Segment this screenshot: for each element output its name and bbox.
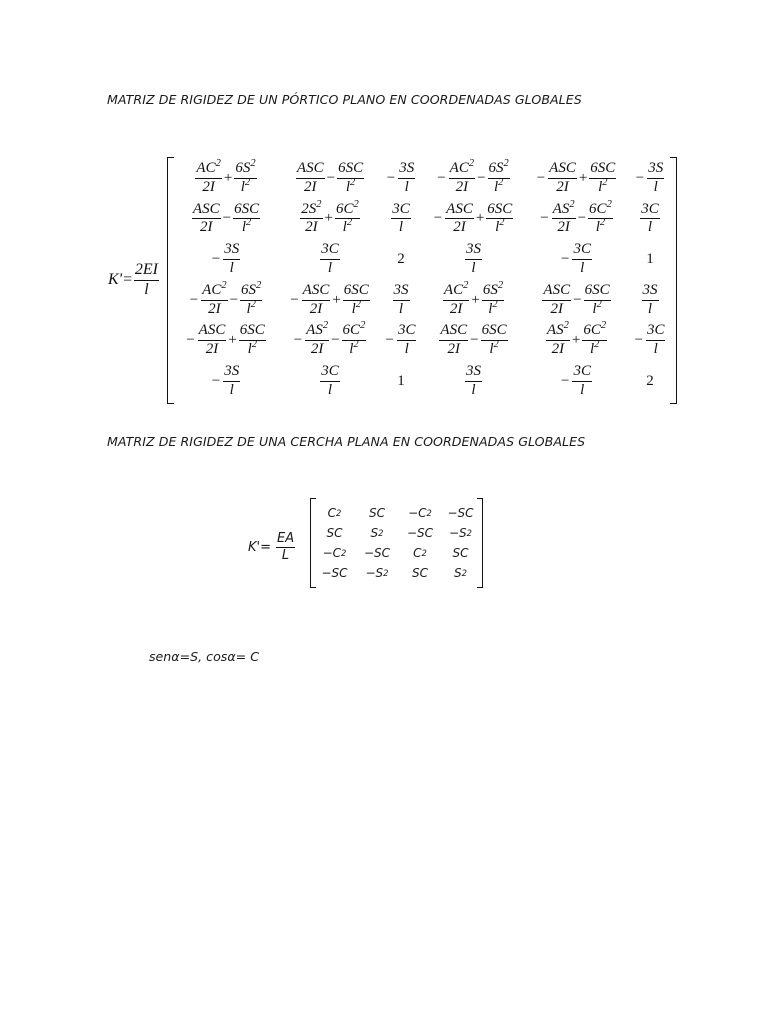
truss-matrix-entry-r2-c1: SC [326, 526, 343, 540]
frame-matrix-entry-r4-c2: − $\frac{\text{ASC}}{2I}$ + $\frac{6SC}{l^2}$ [290, 281, 369, 317]
frame-matrix-entry-r1-c4: − $\frac{AC^2}{2I}$ − $\frac{6S^2}{l^2}$ [437, 158, 509, 195]
frame-matrix-entry-r4-c3: $\frac{3S}{l}$ [393, 281, 409, 317]
truss-matrix-entry-r4-c2: −S 2 [365, 566, 389, 580]
frame-matrix-entry-r5-c3: − $\frac{3C}{l}$ [385, 322, 416, 358]
truss-factor-numerator: EA [277, 530, 295, 546]
frame-matrix-entry-r2-c2: $\frac{2S^2}{2I}$ + $\frac{6C^2}{l^2}$ [301, 198, 359, 236]
frame-matrix-entry-r3-c3: 2 [397, 250, 405, 267]
frame-matrix-entry-r1-c1: $\frac{AC^2}{2I}$ + $\frac{6S^2}{l^2}$ [196, 158, 256, 195]
truss-matrix-entry-r3-c4: SC [452, 546, 469, 560]
frame-matrix-entry-r6-c5: − $\frac{3C}{l}$ [561, 363, 591, 398]
truss-factor-denominator: L [281, 547, 290, 563]
truss-matrix-entry-r1-c4: −SC [447, 506, 474, 520]
frame-matrix-entry-r2-c3: $\frac{3C}{l}$ [392, 200, 410, 236]
frame-stiffness-matrix [172, 158, 672, 402]
truss-matrix-symbol: K'= [248, 539, 271, 555]
truss-matrix-entry-r1-c3: −C 2 [408, 506, 432, 520]
frame-matrix-entry-r6-c4: $\frac{3S}{l}$ [466, 363, 481, 398]
frame-factor-numerator: 2EI [134, 262, 159, 281]
frame-matrix-entry-r5-c1: − $\frac{\text{ASC}}{2I}$ + $\frac{6SC}{l^2}$ [186, 322, 265, 358]
truss-matrix-entry-r2-c3: −SC [406, 526, 434, 540]
frame-matrix-entry-r5-c5: $\frac{AS^2}{2I}$ + $\frac{6C^2}{l^2}$ [546, 320, 607, 358]
frame-matrix-entry-r2-c4: − $\frac{\text{ASC}}{2I}$ + $\frac{6SC}{l^2}$ [433, 200, 513, 236]
frame-matrix-factor [134, 262, 159, 299]
frame-matrix-entry-r2-c5: − $\frac{AS^2}{2I}$ − $\frac{6C^2}{l^2}$ [540, 198, 612, 236]
frame-matrix-entry-r3-c2: $\frac{3C}{l}$ [321, 241, 339, 276]
truss-matrix-entry-r3-c2: −SC [363, 546, 391, 560]
frame-factor-denominator: l [144, 280, 149, 298]
frame-matrix-entry-r1-c5: − $\frac{\text{ASC}}{2I}$ + $\frac{6SC}{l^2}$ [536, 160, 616, 195]
frame-matrix-entry-r3-c6: 1 [646, 250, 654, 267]
truss-matrix-entry-r4-c3: SC [412, 566, 428, 580]
frame-matrix-entry-r2-c6: $\frac{3C}{l}$ [641, 200, 659, 236]
frame-matrix-entry-r4-c5: $\frac{\text{ASC}}{2I}$ − $\frac{6SC}{l^2}$ [543, 281, 610, 317]
trig-definitions: senα=S, cosα= C [149, 649, 259, 664]
frame-matrix-entry-r6-c6: 2 [646, 372, 654, 389]
truss-matrix-label [248, 524, 295, 570]
truss-matrix-entry-r3-c1: −C 2 [322, 546, 347, 560]
frame-matrix-entry-r6-c3: 1 [397, 372, 405, 389]
truss-matrix-factor [276, 532, 295, 562]
frame-matrix-entry-r4-c1: − $\frac{AC^2}{2I}$ − $\frac{6S^2}{l^2}$ [189, 280, 262, 317]
truss-stiffness-matrix [313, 503, 479, 583]
frame-matrix-entry-r1-c6: − $\frac{3S}{l}$ [635, 160, 664, 195]
frame-matrix-entry-r1-c2: $\frac{\text{ASC}}{2I}$ − $\frac{6SC}{l^2}$ [296, 160, 364, 195]
frame-matrix-entry-r5-c6: − $\frac{3C}{l}$ [634, 322, 665, 358]
truss-matrix-entry-r2-c2: S 2 [370, 526, 384, 540]
frame-matrix-entry-r6-c2: $\frac{3C}{l}$ [321, 363, 339, 398]
frame-matrix-entry-r3-c1: − $\frac{3S}{l}$ [211, 241, 240, 276]
frame-matrix-entry-r5-c2: − $\frac{AS^2}{2I}$ − $\frac{6C^2}{l^2}$ [293, 320, 366, 358]
truss-matrix-entry-r4-c4: S 2 [454, 566, 467, 580]
frame-matrix-entry-r5-c4: $\frac{\text{ASC}}{2I}$ − $\frac{6SC}{l^2}$ [440, 322, 507, 358]
frame-matrix-entry-r6-c1: − $\frac{3S}{l}$ [211, 363, 240, 398]
truss-matrix-entry-r1-c1: C 2 [327, 506, 342, 520]
truss-matrix-entry-r4-c1: −SC [321, 566, 348, 580]
frame-matrix-entry-r4-c6: $\frac{3S}{l}$ [642, 281, 658, 317]
frame-matrix-symbol: K'= [108, 271, 133, 288]
frame-matrix-entry-r3-c4: $\frac{3S}{l}$ [466, 241, 481, 276]
frame-matrix-entry-r3-c5: − $\frac{3C}{l}$ [561, 241, 591, 276]
truss-matrix-entry-r2-c4: −S 2 [448, 526, 472, 540]
frame-matrix-entry-r4-c4: $\frac{AC^2}{2I}$ + $\frac{6S^2}{l^2}$ [443, 280, 504, 317]
truss-matrix-entry-r3-c3: C 2 [413, 546, 427, 560]
heading-truss-stiffness-matrix: MATRIZ DE RIGIDEZ DE UNA CERCHA PLANA EN COORDENADAS GLOBALES [107, 434, 586, 449]
frame-matrix-label [108, 258, 159, 302]
frame-matrix-entry-r2-c1: $\frac{\text{ASC}}{2I}$ − $\frac{6SC}{l^2}$ [192, 200, 260, 236]
heading-frame-stiffness-matrix: MATRIZ DE RIGIDEZ DE UN PÓRTICO PLANO EN COORDENADAS GLOBALES [107, 92, 582, 107]
frame-matrix-entry-r1-c3: − $\frac{3S}{l}$ [386, 160, 415, 195]
truss-matrix-entry-r1-c2: SC [369, 506, 385, 520]
